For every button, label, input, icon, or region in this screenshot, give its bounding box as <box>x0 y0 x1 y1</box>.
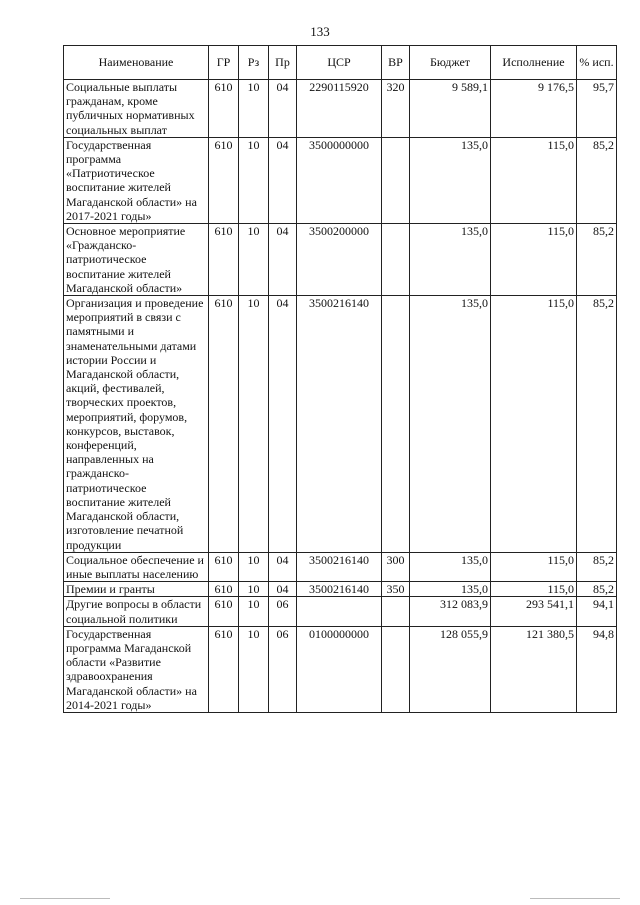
row-budget: 135,0 <box>410 296 491 553</box>
header-name: Наименование <box>64 46 209 80</box>
row-rz: 10 <box>239 224 269 296</box>
budget-table <box>63 45 617 713</box>
table-row <box>64 137 617 223</box>
row-rz: 10 <box>239 582 269 597</box>
row-percent: 85,2 <box>577 137 617 223</box>
row-pr: 04 <box>269 80 297 138</box>
row-vr <box>382 296 410 553</box>
table-row <box>64 552 617 581</box>
row-vr: 300 <box>382 552 410 581</box>
row-csr: 3500216140 <box>297 296 382 553</box>
row-rz: 10 <box>239 552 269 581</box>
header-pr: Пр <box>269 46 297 80</box>
row-execution: 115,0 <box>491 552 577 581</box>
row-pr: 04 <box>269 296 297 553</box>
row-pr: 04 <box>269 582 297 597</box>
row-pr: 04 <box>269 137 297 223</box>
row-csr: 3500216140 <box>297 552 382 581</box>
row-name: Основное мероприятие «Гражданско-патриотическое воспитание жителей Магаданской области» <box>64 224 209 296</box>
row-execution: 115,0 <box>491 137 577 223</box>
row-percent: 85,2 <box>577 582 617 597</box>
row-budget: 135,0 <box>410 552 491 581</box>
table-header-row <box>64 46 617 80</box>
row-gr: 610 <box>209 552 239 581</box>
row-gr: 610 <box>209 597 239 626</box>
row-pr: 06 <box>269 597 297 626</box>
row-csr: 3500216140 <box>297 582 382 597</box>
footer-rule-right <box>530 898 620 899</box>
row-percent: 95,7 <box>577 80 617 138</box>
row-rz: 10 <box>239 296 269 553</box>
row-budget: 312 083,9 <box>410 597 491 626</box>
table-row <box>64 582 617 597</box>
row-budget: 135,0 <box>410 582 491 597</box>
row-pr: 06 <box>269 626 297 712</box>
row-gr: 610 <box>209 224 239 296</box>
row-execution: 115,0 <box>491 224 577 296</box>
row-gr: 610 <box>209 582 239 597</box>
header-percent: % исп. <box>577 46 617 80</box>
row-name: Другие вопросы в области социальной политики <box>64 597 209 626</box>
row-gr: 610 <box>209 296 239 553</box>
row-percent: 94,8 <box>577 626 617 712</box>
row-rz: 10 <box>239 80 269 138</box>
row-name: Социальное обеспечение и иные выплаты населению <box>64 552 209 581</box>
row-csr: 3500200000 <box>297 224 382 296</box>
header-rz: Рз <box>239 46 269 80</box>
header-budget: Бюджет <box>410 46 491 80</box>
row-gr: 610 <box>209 80 239 138</box>
header-gr: ГР <box>209 46 239 80</box>
table-row <box>64 80 617 138</box>
header-execution: Исполнение <box>491 46 577 80</box>
page-number: 133 <box>310 24 330 39</box>
row-csr: 3500000000 <box>297 137 382 223</box>
table-row <box>64 626 617 712</box>
row-percent: 85,2 <box>577 296 617 553</box>
table-row <box>64 296 617 553</box>
row-execution: 121 380,5 <box>491 626 577 712</box>
row-name: Социальные выплаты гражданам, кроме публичных нормативных социальных выплат <box>64 80 209 138</box>
row-vr <box>382 137 410 223</box>
footer-rule-left <box>20 898 110 899</box>
header-csr: ЦСР <box>297 46 382 80</box>
row-vr: 350 <box>382 582 410 597</box>
row-gr: 610 <box>209 626 239 712</box>
row-execution: 115,0 <box>491 582 577 597</box>
table-row <box>64 224 617 296</box>
row-name: Премии и гранты <box>64 582 209 597</box>
row-budget: 135,0 <box>410 224 491 296</box>
table-row <box>64 597 617 626</box>
row-budget: 135,0 <box>410 137 491 223</box>
row-pr: 04 <box>269 224 297 296</box>
row-execution: 293 541,1 <box>491 597 577 626</box>
row-name: Государственная программа Магаданской области «Развитие здравоохранения Магаданской области» на 2014-2021 годы» <box>64 626 209 712</box>
row-name: Государственная программа «Патриотическое воспитание жителей Магаданской области» на 2017-2021 годы» <box>64 137 209 223</box>
row-vr <box>382 597 410 626</box>
row-rz: 10 <box>239 137 269 223</box>
row-percent: 85,2 <box>577 552 617 581</box>
row-execution: 115,0 <box>491 296 577 553</box>
row-pr: 04 <box>269 552 297 581</box>
row-budget: 128 055,9 <box>410 626 491 712</box>
row-rz: 10 <box>239 597 269 626</box>
row-vr <box>382 224 410 296</box>
row-vr: 320 <box>382 80 410 138</box>
row-rz: 10 <box>239 626 269 712</box>
row-vr <box>382 626 410 712</box>
row-gr: 610 <box>209 137 239 223</box>
header-vr: ВР <box>382 46 410 80</box>
row-percent: 94,1 <box>577 597 617 626</box>
row-name: Организация и проведение мероприятий в связи с памятными и знаменательными датами истории России и Магаданской области, акций, фестивалей, творческих проектов, мероприятий, форумов, конкурсов, выставок, конференций, направленных на гражданско-патриотическое воспитание жителей Магаданской области, изготовление печатной продукции <box>64 296 209 553</box>
row-budget: 9 589,1 <box>410 80 491 138</box>
row-csr: 0100000000 <box>297 626 382 712</box>
row-execution: 9 176,5 <box>491 80 577 138</box>
row-csr <box>297 597 382 626</box>
row-csr: 2290115920 <box>297 80 382 138</box>
row-percent: 85,2 <box>577 224 617 296</box>
